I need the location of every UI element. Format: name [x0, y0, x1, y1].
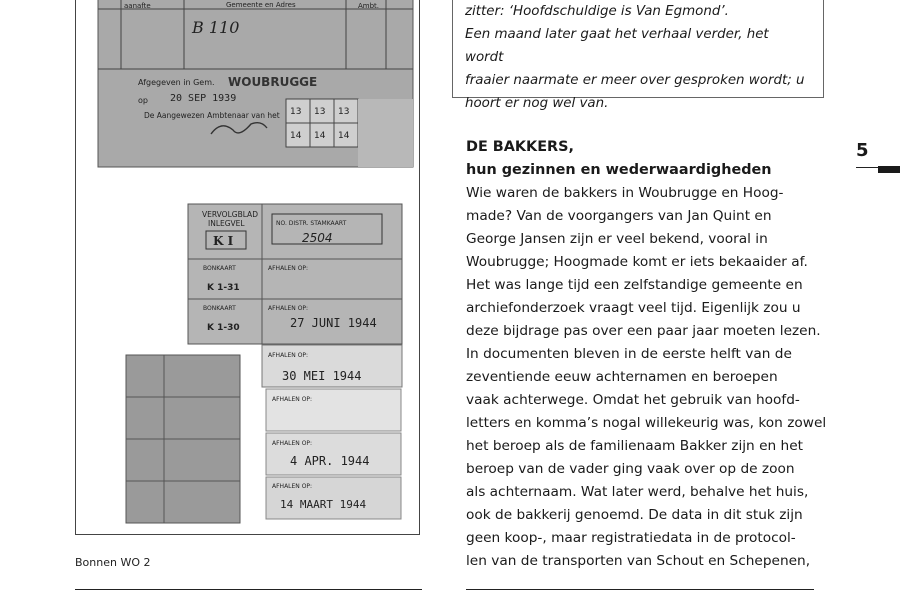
vervolgblad-code: K I — [213, 234, 234, 248]
afhalen-slips — [262, 345, 402, 519]
ration-coupons-illustration — [76, 0, 419, 534]
vervolgblad-card — [188, 204, 402, 344]
bonkaart-label-1: BONKAART — [203, 265, 236, 272]
quote-line: hoort er nog wel van. — [465, 96, 609, 111]
card-header-left: aanafte — [124, 2, 151, 10]
quote-line: fraaier naarmate er meer over gesproken wordt; u — [465, 73, 805, 88]
page-tab-bar — [878, 166, 900, 173]
afhalen-label-1: AFHALEN OP: — [268, 265, 309, 272]
body-line: In documenten bleven in de eerste helft van de — [466, 346, 792, 362]
slip-afhalen-1: AFHALEN OP: — [268, 352, 309, 359]
ration-coupons-photo — [75, 0, 420, 535]
body-line: archiefonderzoek vraagt veel tijd. Eigenlijk zou u — [466, 300, 801, 316]
body-line: beroep van de vader ging vaak over op de zoon — [466, 461, 795, 477]
coupon-13-c: 13 — [338, 107, 350, 117]
card-official-label: De Aangewezen Ambtenaar van het — [144, 111, 280, 120]
vervolgblad-subtitle: INLEGVEL — [208, 219, 245, 228]
body-line: als achternaam. Wat later werd, behalve het huis, — [466, 484, 809, 500]
article-subheading: hun gezinnen en wederwaardigheden — [466, 162, 772, 178]
coupon-14-c: 14 — [338, 131, 350, 141]
quote-line: zitter: ‘Hoofdschuldige is Van Egmond’. — [465, 4, 729, 19]
slip-afhalen-4: AFHALEN OP: — [272, 483, 313, 490]
page-number: 5 — [856, 140, 869, 161]
article-heading: DE BAKKERS, — [466, 139, 574, 155]
slip-afhalen-2: AFHALEN OP: — [272, 396, 313, 403]
coupon-13-b: 13 — [314, 107, 326, 117]
stamkaart-number: 2504 — [302, 231, 333, 245]
right-bottom-rule — [466, 589, 814, 590]
bonkaart-code-1: K 1-31 — [207, 283, 240, 293]
article — [466, 136, 827, 573]
body-line: vaak achterwege. Omdat het gebruik van hoofd- — [466, 392, 800, 408]
quote-box — [452, 0, 824, 111]
body-line: Wie waren de bakkers in Woubrugge en Hoog- — [466, 185, 784, 201]
slip-date-3: 4 APR. 1944 — [290, 454, 370, 468]
card-header-right: Gemeente en Adres — [226, 1, 296, 9]
body-line: Het was lange tijd een zelfstandige gemeente en — [466, 277, 803, 293]
article-body — [466, 182, 827, 573]
afhalen-label-2: AFHALEN OP: — [268, 305, 309, 312]
card-issued-place: WOUBRUGGE — [228, 75, 318, 89]
coupon-14-b: 14 — [314, 131, 326, 141]
brood-coupons — [126, 355, 240, 523]
card-handwritten-number: B 110 — [192, 18, 240, 37]
left-bottom-rule — [75, 589, 422, 590]
vervolgblad-title: VERVOLGBLAD — [202, 210, 258, 219]
slip-date-1: 30 MEI 1944 — [282, 369, 362, 383]
body-line: len van de transporten van Schout en Schepenen, — [466, 553, 811, 569]
body-line: letters en komma’s nogal willekeurig was, kon zowel — [466, 415, 827, 431]
body-line: geen koop-, maar registratiedata in de protocol- — [466, 530, 796, 546]
card-date-prefix: op — [138, 96, 148, 105]
body-line: ook de bakkerij genoemd. De data in dit stuk zijn — [466, 507, 803, 523]
body-line: Woubrugge; Hoogmade komt er iets bekaaider af. — [466, 254, 808, 270]
body-line: George Jansen zijn er veel bekend, vooral in — [466, 231, 768, 247]
card-issued-label: Afgegeven in Gem. — [138, 78, 215, 87]
afhalen-date-2: 27 JUNI 1944 — [290, 316, 377, 330]
coupon-13-a: 13 — [290, 107, 302, 117]
figure-caption: Bonnen WO 2 — [75, 556, 151, 569]
bonkaart-label-2: BONKAART — [203, 305, 236, 312]
card-header-ambt: Ambt. — [358, 2, 380, 10]
body-line: made? Van de voorgangers van Jan Quint en — [466, 208, 772, 224]
slip-afhalen-3: AFHALEN OP: — [272, 440, 313, 447]
slip-date-4: 14 MAART 1944 — [280, 498, 367, 511]
page-tab-line — [856, 167, 878, 168]
coupon-14-a: 14 — [290, 131, 302, 141]
bonkaart-code-2: K 1-30 — [207, 323, 240, 333]
quote-line: Een maand later gaat het verhaal verder, het wordt — [465, 27, 769, 65]
body-line: het beroep als de familienaam Bakker zijn en het — [466, 438, 803, 454]
card-coupon-grid — [286, 99, 358, 147]
card-date-stamp: 20 SEP 1939 — [170, 93, 237, 104]
body-line: deze bijdrage pas over een paar jaar moeten lezen. — [466, 323, 821, 339]
stamkaart-label: NO. DISTR. STAMKAART — [276, 220, 347, 227]
body-line: zeventiende eeuw achternamen en beroepen — [466, 369, 778, 385]
distribution-card — [98, 0, 413, 167]
